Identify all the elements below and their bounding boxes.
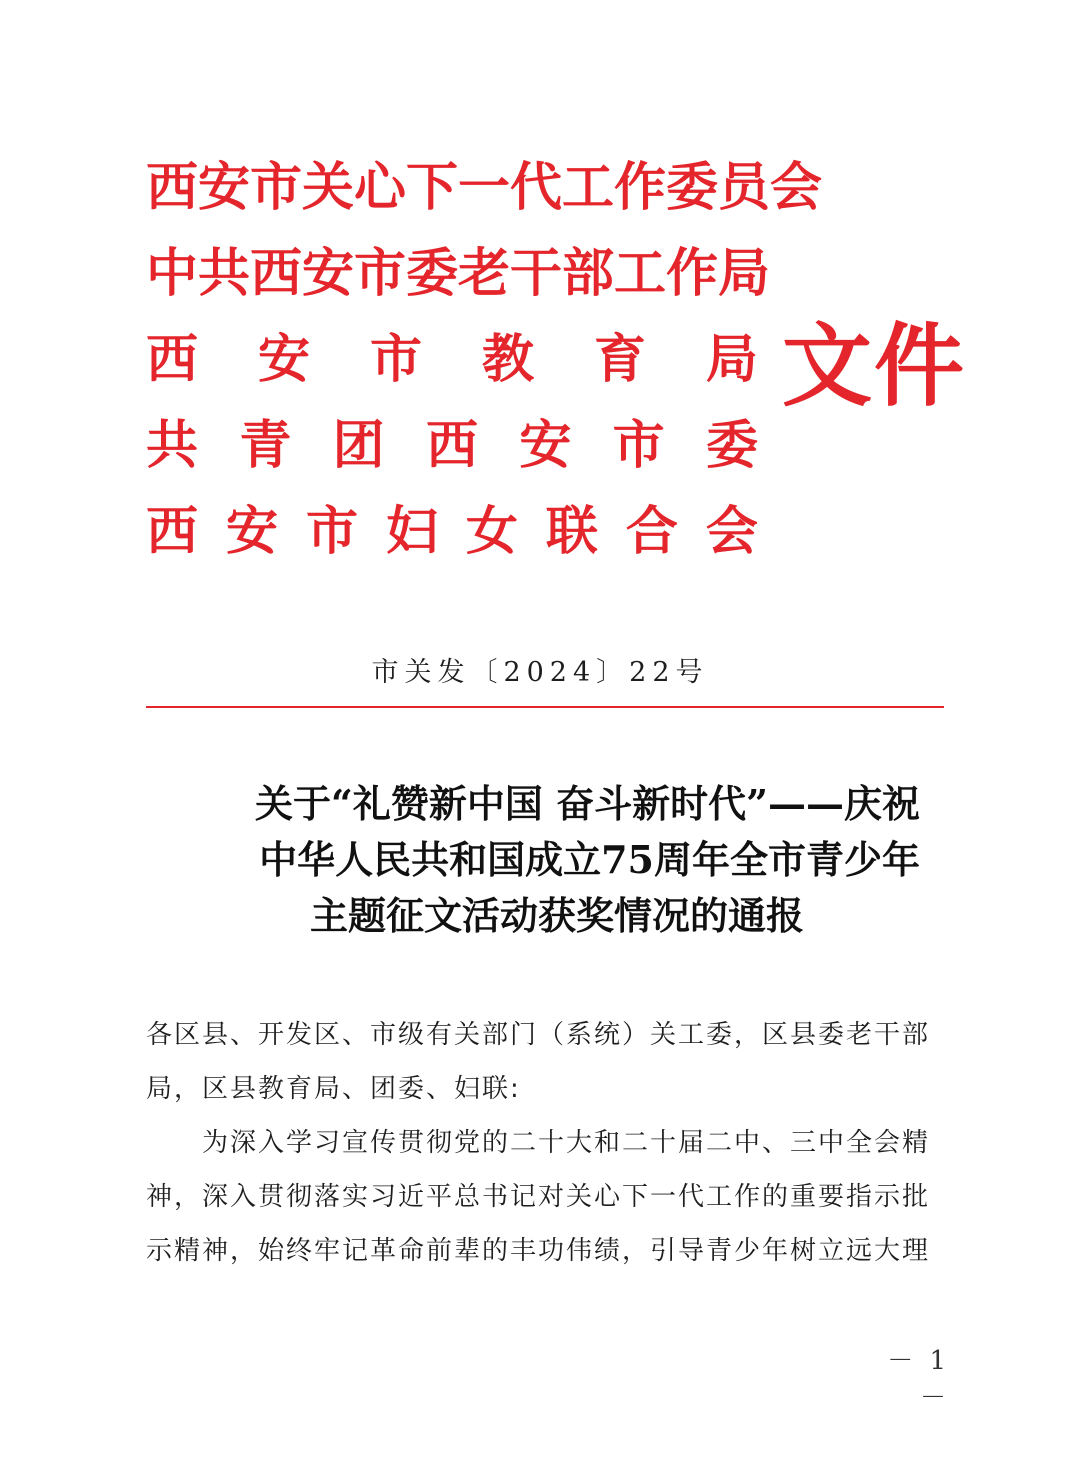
- issuer-char: 育: [593, 329, 646, 390]
- issuer-line-4: [146, 414, 758, 500]
- issuer-char: 安: [225, 501, 278, 562]
- issuer-char: 安: [257, 329, 310, 390]
- issuer-char: 共: [146, 415, 199, 476]
- issuer-char: 市: [369, 329, 422, 390]
- issuer-char: 青: [239, 415, 292, 476]
- page-number: － 1 －: [887, 1346, 950, 1413]
- issuer-line-3: [146, 328, 758, 414]
- issuer-line-2: 中共西安市委老干部工作局: [146, 243, 771, 304]
- issuer-char: 安: [519, 415, 572, 476]
- document-type-label: 文件: [782, 313, 966, 419]
- notice-title: [146, 776, 944, 944]
- addressee: 各区县、开发区、市级有关部门（系统）关工委，区县委老干部局，区县教育局、团委、妇联:: [146, 1020, 931, 1104]
- issuer-char: 团: [332, 415, 385, 476]
- issuer-char: 教: [481, 329, 534, 390]
- issuer-line-5: [146, 500, 758, 586]
- document-number: 市关发〔2024〕22号: [371, 657, 709, 688]
- red-divider: [146, 706, 944, 708]
- title-line-1: 关于“礼赞新中国 奋斗新时代”——庆祝: [255, 781, 920, 826]
- issuing-organizations: [146, 156, 823, 586]
- issuer-char: 合: [625, 501, 678, 562]
- issuer-char: 妇: [385, 501, 438, 562]
- issuer-char: 西: [425, 415, 478, 476]
- issuer-char: 市: [305, 501, 358, 562]
- body-text: [146, 1008, 946, 1278]
- issuer-char: 委: [705, 415, 758, 476]
- issuer-char: 女: [465, 501, 518, 562]
- issuer-line-1: 西安市关心下一代工作委员会: [146, 157, 823, 218]
- issuer-char: 会: [705, 501, 758, 562]
- issuer-char: 市: [612, 415, 665, 476]
- issuer-char: 联: [545, 501, 598, 562]
- issuer-char: 西: [146, 329, 199, 390]
- title-line-2: 中华人民共和国成立75周年全市青少年: [259, 837, 920, 882]
- issuer-char: 局: [705, 329, 758, 390]
- body-paragraph: 为深入学习宣传贯彻党的二十大和二十届二中、三中全会精神，深入贯彻落实习近平总书记对关心下一代工作的重要指示批示精神，始终牢记革命前辈的丰功伟绩，引导青少年树立远大理: [146, 1128, 931, 1266]
- title-line-3: 主题征文活动获奖情况的通报: [309, 893, 804, 938]
- issuer-char: 西: [146, 501, 199, 562]
